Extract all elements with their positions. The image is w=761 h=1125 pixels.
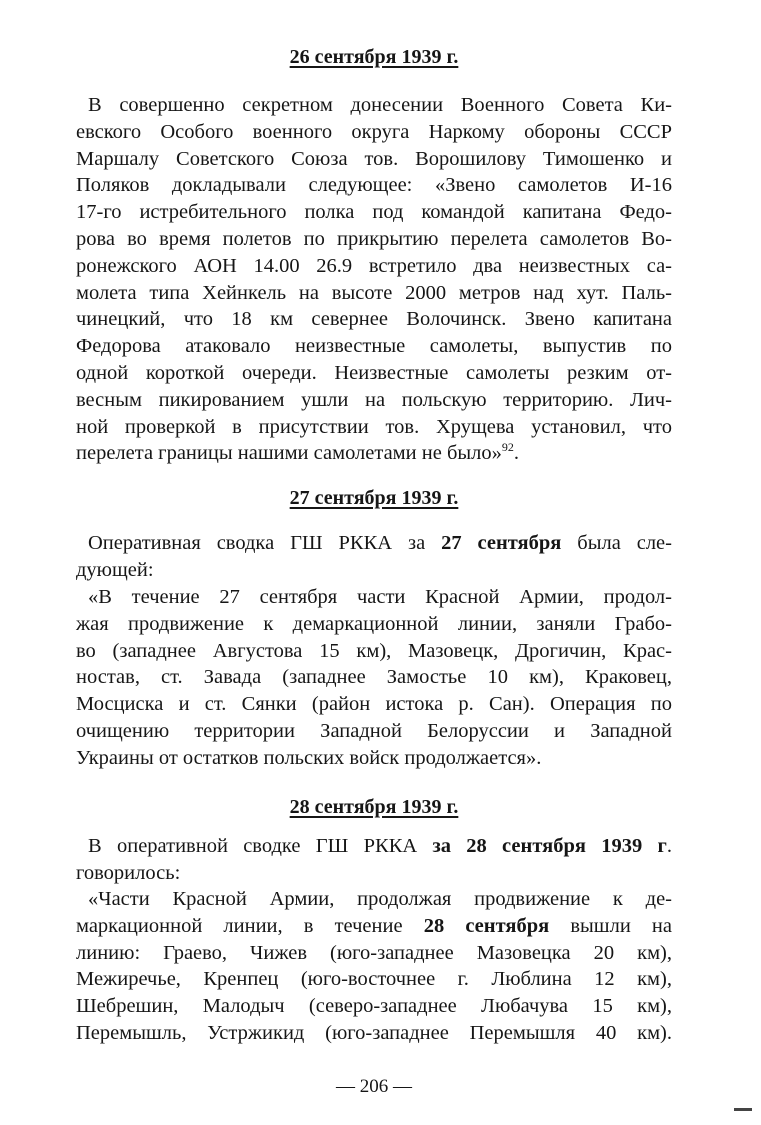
text-line: 17-го истребительного полка под командой капитана Федо-: [76, 201, 672, 224]
text-run: .: [666, 835, 672, 857]
text-line: говорилось:: [76, 861, 181, 884]
text-line: Поляков докладывали следующее: «Звено самолетов И-16: [76, 174, 672, 197]
text-line: Межиречье, Кренпец (юго-восточнее г. Люблина 12 км),: [76, 968, 672, 991]
page-number: — 206 —: [336, 1076, 412, 1097]
text-line: жая продвижение к демаркационной линии, заняли Грабо-: [76, 612, 672, 635]
section-heading-sep28: 28 сентября 1939 г.: [289, 796, 459, 818]
text-line-body: перелета границы нашими самолетами не было»: [76, 442, 502, 465]
text-line-last: [76, 440, 672, 467]
text-run: была сле-: [561, 532, 672, 554]
bold-date: за 28 сентября 1939 г: [432, 835, 667, 857]
text-run: Оперативная сводка ГШ РККА за: [88, 532, 442, 554]
scan-edge-mark: [734, 1108, 752, 1111]
bold-date: 28 сентября: [423, 914, 550, 937]
paragraph-sep28-intro: [76, 833, 672, 887]
text-run: вышли на: [549, 914, 672, 937]
text-line: линию: Граево, Чижев (юго-западнее Мазовецка 20 км),: [76, 941, 672, 964]
text-line: [76, 530, 672, 557]
text-line: весным пикированием ушли на польскую территорию. Лич-: [76, 388, 672, 411]
text-line: ностав, ст. Завада (западнее Замостье 10 км), Краковец,: [76, 666, 672, 689]
section-heading-sep26: 26 сентября 1939 г.: [289, 46, 459, 68]
text-line: Мосциска и ст. Сянки (район истока р. Сан). Операция по: [76, 693, 672, 716]
text-line: Федорова атаковало неизвестные самолеты, выпустив по: [76, 335, 672, 358]
footnote-ref: 92: [501, 440, 514, 455]
text-line: «Части Красной Армии, продолжая продвижение к де-: [88, 888, 672, 910]
text-line: во (западнее Августова 15 км), Мазовецк, Дрогичин, Крас-: [76, 639, 672, 662]
section-heading-sep27: 27 сентября 1939 г.: [289, 487, 459, 509]
text-line: В совершенно секретном донесении Военного Совета Ки-: [88, 94, 672, 116]
footnote-trailing-punct: .: [513, 442, 520, 465]
text-line: ной проверкой в присутствии тов. Хрущева установил, что: [76, 415, 672, 438]
text-line: молета типа Хейнкель на высоте 2000 метров над хут. Паль-: [76, 281, 672, 304]
text-line: [76, 833, 672, 860]
paragraph-sep28-quote: [76, 886, 672, 1047]
text-run: В оперативной сводке ГШ РККА: [88, 835, 433, 857]
text-line: [76, 913, 672, 940]
paragraph-sep27-quote: [76, 584, 672, 772]
text-line: чинецкий, что 18 км севернее Волочинск. Звено капитана: [76, 308, 672, 331]
text-line: Украины от остатков польских войск продолжается».: [76, 746, 542, 769]
text-line: очищению территории Западной Белоруссии и Западной: [76, 719, 672, 742]
paragraph-sep27-intro: [76, 530, 672, 584]
text-line: одной короткой очереди. Неизвестные самолеты резким от-: [76, 361, 672, 384]
text-run: маркационной линии, в течение: [76, 914, 424, 937]
text-line: Шебрешин, Малодыч (северо-западнее Любачува 15 км),: [76, 995, 672, 1018]
text-line: евского Особого военного округа Наркому обороны СССР: [76, 120, 672, 143]
bold-date: 27 сентября: [441, 532, 562, 554]
text-line: Маршалу Советского Союза тов. Ворошилову Тимошенко и: [76, 147, 672, 170]
text-line: рова во время полетов по прикрытию перелета самолетов Во-: [76, 227, 672, 250]
paragraph-sep26-report: [76, 92, 672, 467]
text-line: дующей:: [76, 558, 154, 581]
text-line: «В течение 27 сентября части Красной Армии, продол-: [88, 586, 672, 608]
text-line: Перемышль, Устржикид (юго-западнее Перемышля 40 км).: [76, 1021, 672, 1044]
text-line: ронежского АОН 14.00 26.9 встретило два неизвестных са-: [76, 254, 672, 277]
